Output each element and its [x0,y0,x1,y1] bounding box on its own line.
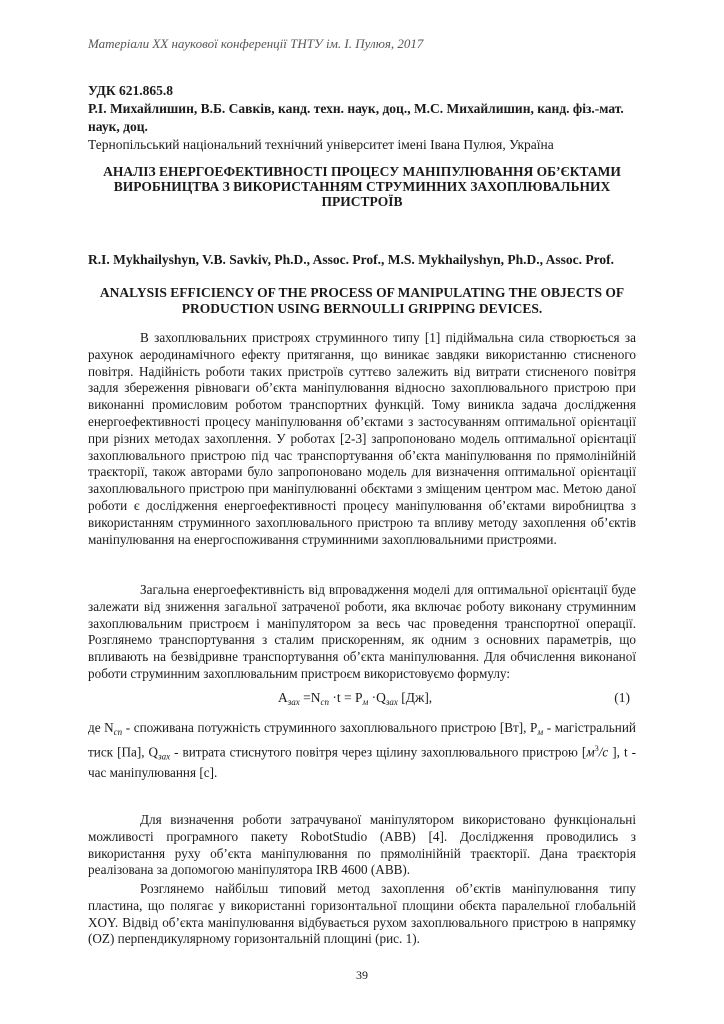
title-ukrainian: АНАЛІЗ ЕНЕРГОЕФЕКТИВНОСТІ ПРОЦЕСУ МАНІПУЛЮВАННЯ ОБ’ЄКТАМИ ВИРОБНИЦТВА З ВИКОРИСТАННЯМ СТРУМИННИХ ЗАХОПЛЮВАЛЬНИХ ПРИСТРОЇВ [103,164,621,209]
legend-pressure: - магістральний тиск [Па], Q [88,720,636,760]
formula-p-sub: м [362,697,369,707]
paragraph-energy: Загальна енергоефективність від впровадження моделі для оптимальної орієнтації буде залежати від зниження загальної затраченої роботи, яка включає роботу виконану струминним захоплювальним пристроєм і маніпулятором за весь час проведення транспортної операції. Розглянемо транспортування з сталим прискоренням, як одним з основних параметрів, що впливають на безвідривне транспортування об’єкта маніпулювання. Для обчислення виконаної роботи струминним захоплювальним пристроєм використовуємо формулу: [88,582,636,681]
paragraph-method: Розглянемо найбільш типовий метод захоплення об’єктів маніпулювання типу пластина, що полягає у використанні горизонтальної площини обєкта паралельної глобальній XOY. Відвід об’єкта маніпулювання відбувається рухом захоплювального пристрою в напрямку (OZ) перпендикулярному горизонтальній площині (рис. 1). [88,881,636,947]
authors-english: R.I. Mykhailyshyn, V.B. Savkiv, Ph.D., Assoc. Prof., M.S. Mykhailyshyn, Ph.D., Assoc. Prof. [88,252,614,267]
udk-code: УДК 621.865.8 [88,83,173,98]
legend-unit-sup: 3 [594,743,599,753]
legend-unit-m: м [586,744,595,760]
formula-number: (1) [614,690,630,705]
formula-n-sub: сп [320,697,330,707]
title-english: ANALYSIS EFFICIENCY OF THE PROCESS OF MANIPULATING THE OBJECTS OF PRODUCTION USING BERNOULLI GRIPPING DEVICES. [99,285,625,316]
formula-a: A [278,690,288,705]
formula-p: ·t = P [329,690,363,705]
legend-q-sub: зах [158,751,171,762]
legend-p-sub: м [537,727,544,737]
legend-power: - споживана потужність струминного захоплювального пристрою [Вт], P [122,720,538,735]
legend-flow: - витрата стиснутого повітря через щілину захоплювального пристрою [ [170,744,587,760]
legend-unit-c: /с [598,744,609,760]
formula-unit: [Дж], [397,690,433,705]
paragraph-intro: В захоплювальних пристроях струминного типу [1] підіймальна сила створюється за рахунок аеродинамічного ефекту притягання, що виникає завдяки використанню стисненого повітря. Надійність роботи таких пристроїв суттєво залежить від витрати стисненого повітря задля збереження рівноваги об’єкта маніпулювання відносно захоплювального пристрою при виконанні промисловим роботом транспортних функцій. Тому виникла задача дослідження енергоефективності процесу маніпулювання об’єктами з застосуванням оптимальної орієнтації при різних методах захоплення. У роботах [2-3] запропоновано модель оптимальної орієнтації захоплювального пристрою під час транспортування об’єкта маніпулювання по прямолінійній траєкторії, також авторами було запропоновано модель для визначення оптимальної орієнтації захоплювального пристрою при маніпулюванні обєктами з зміщеним центром мас. Метою даної роботи є дослідження енергоефективності процесу маніпулювання об’єктами виробництва з використанням струминного захоплювального пристрою та впливу методу захоплення об’єктів маніпулювання на енергоспоживання струминними захоплювальними пристроями. [88,330,636,547]
paragraph-robotstudio: Для визначення роботи затрачуваної маніпулятором використовано функціональні можливості програмного пакету RobotStudio (ABB) [4]. Дослідження проводились з використання руху об’єкта маніпулювання по прямолінійній траєкторії. Дана траєкторія реалізована за допомогою маніпулятора IRB 4600 (ABB). [88,812,636,878]
authors-ukrainian: Р.І. Михайлишин, В.Б. Савків, канд. техн. наук, доц., М.С. Михайлишин, канд. фіз.-мат. наук, доц. [88,101,624,134]
legend-n-sub: сп [113,727,123,737]
legend-n: де N [88,720,114,735]
affiliation: Тернопільський національний технічний університет імені Івана Пулюя, Україна [88,137,554,152]
formula-a-sub: заx [287,697,300,707]
running-header: Матеріали ХХ наукової конференції ТНТУ ім. І. Пулюя, 2017 [88,36,424,51]
legend-time: ], t - час маніпулювання [с]. [88,744,637,780]
formula-q-sub: заx [385,697,398,707]
formula-expression [278,690,432,707]
page-number: 39 [356,968,368,982]
formula-n: =N [299,690,321,705]
formula-1 [88,690,636,710]
formula-q: ·Q [368,690,386,705]
formula-legend [88,720,636,782]
